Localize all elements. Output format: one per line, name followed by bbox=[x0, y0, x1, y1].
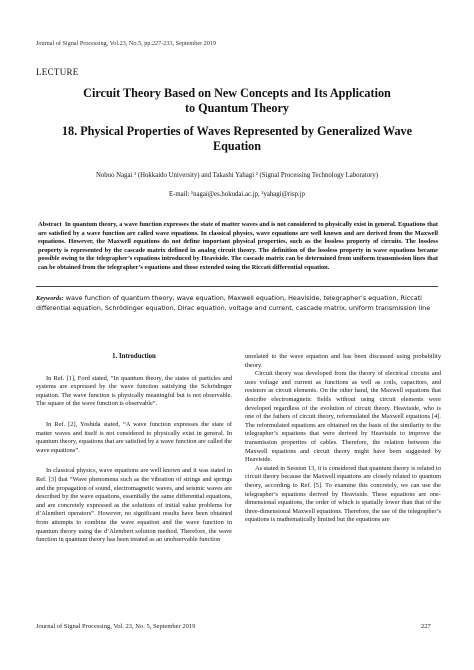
subtitle bbox=[30, 124, 444, 154]
journal-header: Journal of Signal Processing, Vol.23, No.5, pp.227-233, September 2019 bbox=[36, 40, 217, 47]
keywords-text: wave function of quantum theory, wave equation, Maxwell equation, Heaviside, telegrapher’s equation, Riccati differential equation, Schrödinger equation, Dirac equation, voltage and current, cascade matrix, uniform transmission line bbox=[36, 294, 431, 312]
footer-journal: Journal of Signal Processing, Vol. 23, No. 5, September 2019 bbox=[36, 623, 196, 630]
section-heading: 1. Introduction bbox=[112, 353, 156, 360]
paragraph: As stated in Session 13, it is considered that quantum theory is related to circuit theory because the Maxwell equations are closely related to quantum theory, according to Ref. [5]. To examine this concretely, we can use the telegrapher’s equations derived by Heaviside. These equations are one-dimensional equations, the order of which is spatially lower than that of the three-dimensional Maxwell equations. Therefore, the use of the telegrapher’s equations is mathematically limited but the equations are bbox=[245, 464, 441, 524]
page-number: 227 bbox=[421, 623, 431, 630]
category-label: LECTURE bbox=[36, 67, 79, 77]
abstract-text: In quantum theory, a wave function expresses the state of matter waves and is not considered to physically exist in general. Equations that are satisfied by a wave function are called wave equations. In classical physics, wave equations are well known and are derived from the Maxwell equations. However, the Maxwell equations do not define important physical properties, such as the lossless property of circuits. The lossless property is represented by the cascade matrix defined in analog circuit theory. The definition of the lossless property in wave equations became possible owing to the telegrapher’s equations introduced by Heaviside. The cascade matrix can be determined from uniform transmission lines that can be obtained from the telegrapher’s equations and those extended using the Riccati differential equation. bbox=[38, 221, 439, 271]
divider bbox=[36, 286, 438, 287]
main-title-line: to Quantum Theory bbox=[184, 101, 290, 115]
subtitle-line: Equation bbox=[212, 139, 262, 153]
right-column bbox=[245, 353, 441, 525]
left-column bbox=[36, 353, 232, 545]
paragraph: Circuit theory was developed from the theory of electrical circuits and uses voltage and current as functions as well as coils, capacitors, and resistors as circuit elements. On the other hand, the Maxwell equations that describe electromagnetic fields without using circuit elements were developed regardless of the evolution of circuit theory. Heaviside, who is one of the fathers of circuit theory, reformulated the Maxwell equations [4]. The reformulated equations are obtained on the basis of the similarity to the telegrapher’s equations that were derived by Heaviside to improve the transmission properties of cables. Therefore, the relation between the Maxwell equations and circuit theory might have been suggested by Heaviside. bbox=[245, 370, 441, 464]
keywords bbox=[36, 294, 438, 314]
subtitle-line: 18. Physical Properties of Waves Represented by Generalized Wave bbox=[61, 124, 413, 138]
paragraph: In Ref. [1], Ford stated, “In quantum theory, the states of particles and systems are expressed by the wave function satisfying the Schrödinger equation. The wave function is physically meaningful but is not observable. The square of the wave function is observable”. bbox=[36, 374, 232, 408]
main-title-line: Circuit Theory Based on New Concepts and Its Application bbox=[83, 86, 391, 100]
abstract-label: Abstract bbox=[38, 221, 62, 228]
keywords-label: Keywords: bbox=[36, 295, 64, 302]
paragraph: unrelated to the wave equation and has been discussed using probability theory. bbox=[245, 353, 441, 369]
email-line: E-mail: ¹nagai@es.hokudai.ac.jp, ²yahagi@risp.jp bbox=[168, 191, 306, 198]
paragraph: In classical physics, wave equations are well known and it was stated in Ref. [3] that “Wave phenomena such as the vibration of strings and springs and the propagation of sound, electromagnetic waves, and seismic waves are described by the wave equations, essentially the same differential equations, and are concretely expressed as the solutions of initial value problems for d’Alembert operators”. However, no significant results have been obtained from attempts to combine the wave equation and the wave function in quantum theory using the d’Alembert solution method. Therefore, the wave function in quantum theory has been treated as an unobservable function bbox=[36, 467, 232, 544]
authors: Nobuo Nagai ¹ (Hokkaido University) and Takashi Yahagi ² (Signal Processing Technology Laboratory) bbox=[95, 172, 379, 179]
paragraph: In Ref. [2], Yoshida stated, “A wave function expresses the state of matter waves and itself is not considered to physically exist in general. In quantum theory, equations that are satisfied by a wave function are called the wave equations”. bbox=[36, 420, 232, 454]
abstract bbox=[38, 221, 438, 272]
main-title bbox=[30, 86, 444, 116]
